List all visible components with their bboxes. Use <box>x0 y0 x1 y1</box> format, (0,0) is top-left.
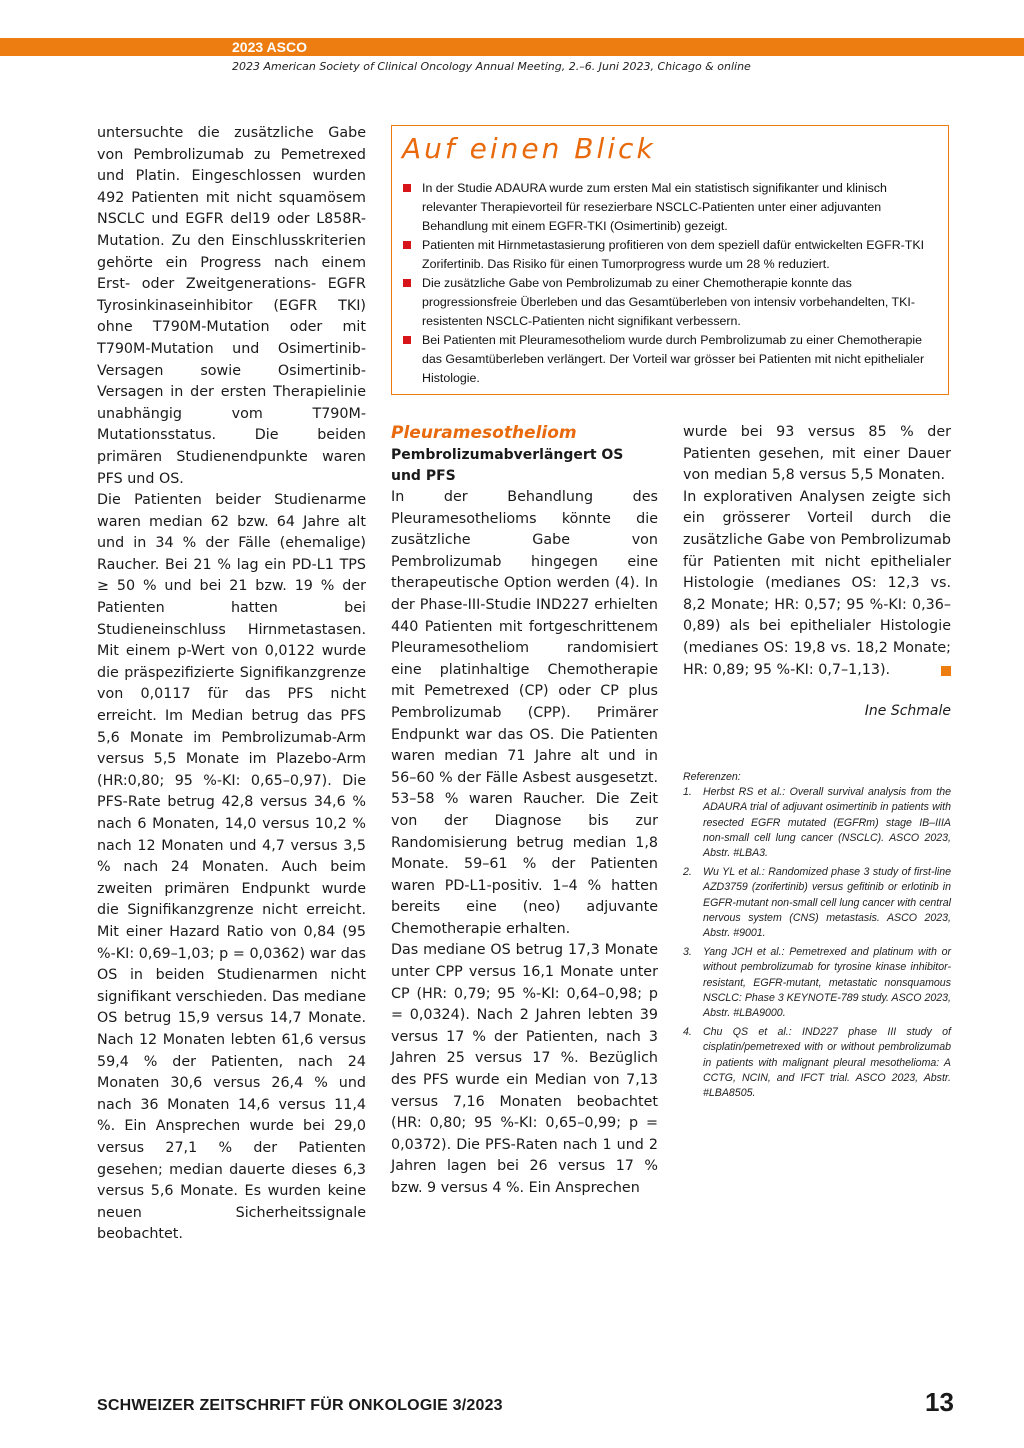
reference-item: 1. Herbst RS et al.: Overall survival analysis from the ADAURA trial of adjuvant osimertinib in patients with resected EGFR mutated (EGFRm) stage IB–IIIA non-small cell lung cancer (NSCLC). ASCO 2023, Abstr. #LBA3. <box>683 786 951 860</box>
paragraph: Die Patienten beider Studienarme waren median 62 bzw. 64 Jahre alt und in 34 % der Fälle (ehemalige) Raucher. Bei 21 % lag ein PD-L1 TPS ≥ 50 % und bei 21 bzw. 19 % der Patienten hatten bei Studieneinschluss Hirnmetastasen. Mit einem p-Wert von 0,0122 wurde die präspezifizierte Signifikanzgrenze von 0,0117 für das PFS nicht erreicht. Im Median betrug das PFS 5,6 Monate im Pembrolizumab-Arm versus 5,5 Monate im Plazebo-Arm (HR:0,80; 95 %-KI: 0,65–0,97). Die PFS-Rate betrug 42,8 versus 34,6 % nach 6 Monaten, 14,0 versus 10,2 % nach 12 Monaten und 4,7 versus 3,5 % nach 24 Monaten. Auch beim zweiten primären Endpunkt wurde die Signifikanzgrenze nicht erreicht. Mit einer Hazard Ratio von 0,84 (95 %-KI: 0,69–1,03; p = 0,0362) war das OS in beiden Studienarmen nicht signifikant verschieden. Das mediane OS betrug 15,9 versus 14,7 Monate. Nach 12 Monaten lebten 61,6 versus 59,4 % der Patienten, nach 24 Monaten 30,6 versus 26,4 % und nach 36 Monaten 14,6 versus 11,4 %. Ein Ansprechen wurde bei 29,0 versus 27,1 % der Patienten gesehen; median dauerte dieses 6,3 versus 5,6 Monate. Es wurden keine neuen Sicherheitssignale beobachtet. <box>97 492 366 1243</box>
section-heading: Pleuramesotheliom <box>391 423 577 443</box>
summary-item: Die zusätzliche Gabe von Pembrolizumab zu einer Chemotherapie konnte das progressionsfreie Überleben und das Gesamtüberleben von intensiv vorbehandelten, TKI-resistenten NSCLC-Patienten nicht signifikant verbessern. <box>402 274 932 331</box>
section-subheading: Pembrolizumabverlängert OS und PFS <box>391 447 624 484</box>
header-bar <box>0 38 1024 56</box>
summary-item: Bei Patienten mit Pleuramesotheliom wurde durch Pembrolizumab zu einer Chemotherapie das Gesamtüberleben verlängert. Der Vorteil war grösser bei Patienten mit nicht epithelialer Histologie. <box>402 331 932 388</box>
references-label: Referenzen: <box>683 771 741 783</box>
reference-item: 2. Wu YL et al.: Randomized phase 3 study of first-line AZD3759 (zorifertinib) versus gefitinib or erlotinib in EGFR-mutant non-small cell lung cancer with central nervous system (CNS) metastasis. ASCO 2023, Abstr. #9001. <box>683 866 951 940</box>
references <box>683 770 951 1105</box>
paragraph: In der Behandlung des Pleuramesothelioms könnte die zusätzliche Gabe von Pembrolizumab hingegen eine therapeutische Option werden (4). In der Phase-III-Studie IND227 erhielten 440 Patienten mit fortgeschrittenem Pleuramesotheliom randomisiert eine platinhaltige Chemotherapie mit Pemetrexed (CP) oder CP plus Pembrolizumab (CPP). Primärer Endpunkt war das OS. Die Patienten waren median 71 Jahre alt und in 56–60 % der Fälle Asbest ausgesetzt. 53–58 % waren Raucher. Die Zeit von der Diagnose bis zur Randomisierung betrug median 1,8 Monate. 59–61 % der Patienten waren PD-L1-positiv. 1–4 % hatten bereits eine (neo) adjuvante Chemotherapie erhalten. <box>391 489 658 937</box>
summary-item: Patienten mit Hirnmetastasierung profitieren von dem speziell dafür entwickelten EGFR-TKI Zorifertinib. Das Risiko für einen Tumorprogress wurde um 28 % reduziert. <box>402 236 932 274</box>
column-3 <box>683 422 951 681</box>
references-list <box>683 785 951 1101</box>
conference-title: 2023 ASCO <box>232 39 307 55</box>
summary-item: In der Studie ADAURA wurde zum ersten Mal ein statistisch signifikanter und klinisch relevanter Therapievorteil für resezierbare NSCLC-Patienten unter einer adjuvanten Behandlung mit einem EGFR-TKI (Osimertinib) gezeigt. <box>402 179 932 236</box>
square-bullet-icon <box>403 336 411 344</box>
square-bullet-icon <box>403 279 411 287</box>
reference-item: 3. Yang JCH et al.: Pemetrexed and platinum with or without pembrolizumab for tyrosine kinase inhibitor-resistant, EGFR-mutant, metastatic nonsquamous NSCLC: Phase 3 KEYNOTE-789 study. ASCO 2023, Abstr. #LBA9000. <box>683 946 951 1020</box>
paragraph: Das mediane OS betrug 17,3 Monate unter CPP versus 16,1 Monate unter CP (HR: 0,79; 95 %-KI: 0,64–0,98; p = 0,0324). Nach 2 Jahren lebten 39 versus 17 % der Patienten, nach 3 Jahren 25 versus 17 %. Bezüglich des PFS wurde ein Median von 7,13 versus 7,16 Monaten beobachtet (HR: 0,80; 95 %-KI: 0,65–0,99; p = 0,0372). Die PFS-Raten nach 1 und 2 Jahren lagen bei 26 versus 17 % bzw. 9 versus 4 %. Ein Ansprechen <box>391 942 658 1196</box>
column-2 <box>391 422 658 1200</box>
paragraph: untersuchte die zusätzliche Gabe von Pembrolizumab zu Pemetrexed und Platin. Eingeschlossen wurden 492 Patienten mit nicht squamösem NSCLC und EGFR del19 oder L858R-Mutation. Zu den Einschlusskriterien gehörte ein Progress nach einem Erst- oder Zweitgenerations- EGFR Tyrosinkinaseinhibitor (EGFR TKI) ohne T790M-Mutation oder mit T790M-Mutation und Osimertinib-Versagen sowie Osimertinib-Versagen in der ersten Therapielinie unabhängig vom T790M-Mutationsstatus. Die beiden primären Studienendpunkte waren PFS und OS. <box>97 125 366 487</box>
paragraph: wurde bei 93 versus 85 % der Patienten gesehen, mit einer Dauer von median 5,8 versus 5,5 Monaten. <box>683 424 951 484</box>
square-bullet-icon <box>403 184 411 192</box>
author-name: Ine Schmale <box>864 703 951 719</box>
paragraph: In explorativen Analysen zeigte sich ein grösserer Vorteil durch die zusätzliche Gabe von Pembrolizumab für Patienten mit nicht epithelialer Histologie (medianes OS: 12,3 vs. 8,2 Monate; HR: 0,57; 95 %-KI: 0,36–0,89) als bei epithelialer Histologie (medianes OS: 19,8 vs. 18,2 Monate; HR: 0,89; 95 %-KI: 0,7–1,13). <box>683 488 951 678</box>
conference-subtitle: 2023 American Society of Clinical Oncology Annual Meeting, 2.–6. Juni 2023, Chicago & online <box>232 60 751 73</box>
page-number: 13 <box>925 1387 954 1417</box>
summary-box <box>391 125 949 395</box>
end-mark-icon <box>941 666 951 676</box>
column-1 <box>97 123 366 1246</box>
square-bullet-icon <box>403 241 411 249</box>
journal-footer: SCHWEIZER ZEITSCHRIFT FÜR ONKOLOGIE 3/2023 <box>97 1397 503 1414</box>
summary-list <box>402 179 932 388</box>
reference-item: 4. Chu QS et al.: IND227 phase III study of cisplatin/pemetrexed with or without pembrolizumab in patients with malignant pleural mesothelioma: A CCTG, NCIN, and IFCT trial. ASCO 2023, Abstr. #LBA8505. <box>683 1026 951 1100</box>
summary-box-title: Auf einen Blick <box>402 132 656 165</box>
